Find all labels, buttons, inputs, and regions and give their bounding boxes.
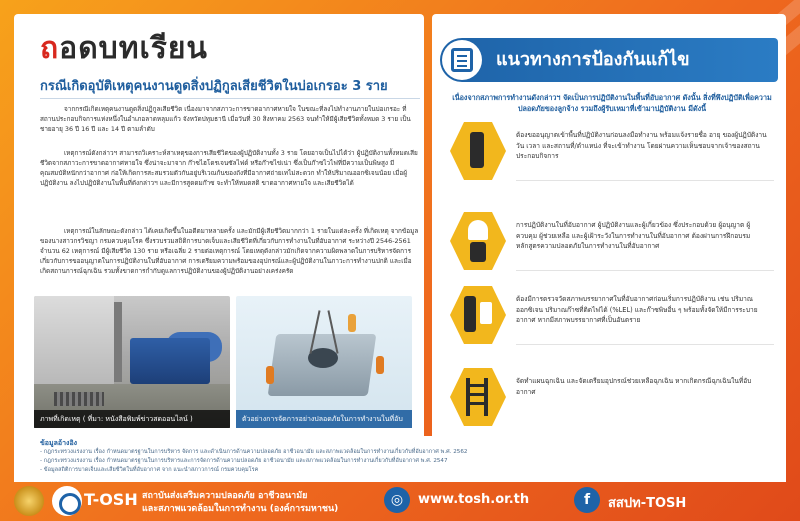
rule-divider — [516, 180, 774, 181]
hardhat-worker-icon — [450, 212, 506, 270]
photo-caption-2: ตัวอย่างการจัดการอย่างปลอดภัยในการทำงานในที่อับ — [236, 410, 412, 428]
org-name-line2: และสภาพแวดล้อมในการทำงาน (องค์การมหาชน) — [142, 504, 339, 514]
photo-truck — [130, 338, 210, 384]
reference-item: - กฎกระทรวงแรงงาน เรื่อง กำหนดมาตรฐานในการบริหารและการจัดการด้านความปลอดภัย อาชีวอนามัย และสภาพแวดล้อมในการทำงานเกี่ยวกับที่อับอากาศ พ.ศ. 2547 — [40, 458, 448, 464]
photo-wall — [34, 296, 114, 386]
checklist-icon — [442, 40, 482, 80]
accident-scene-photo — [34, 296, 230, 428]
prevention-rule — [440, 212, 778, 270]
illustration-manhole — [308, 348, 338, 368]
illustration-worker — [348, 314, 356, 332]
rule-text: ต้องมีการตรวจวัดสภาพบรรยากาศในที่อับอากาศก่อนเริ่มการปฏิบัติงาน เช่น ปริมาณออกซิเจน ปริมาณก๊าซที่ติดไฟได้ (%LEL) และก๊าซพิษอื่น ๆ พร้อมทั้งจัดให้มีการระบายอากาศ หากมีสภาพบรรยากาศที่เป็นอันตราย — [516, 295, 758, 324]
rule-divider — [516, 344, 774, 345]
references-title: ข้อมูลอ้างอิง — [40, 439, 78, 447]
prevention-title: แนวทางการป้องกันแก้ไข — [496, 49, 690, 70]
photo-pipe — [114, 302, 122, 382]
facebook-link[interactable]: สสปท-TOSH — [608, 496, 687, 511]
prevention-rule — [440, 286, 778, 344]
worker-entry-icon — [450, 122, 506, 180]
rule-divider — [516, 270, 774, 271]
paragraph-2: เหตุการณ์ดังกล่าวฯ สามารถวิเคราะห์สาเหตุของการเสียชีวิตของผู้ปฏิบัติงานทั้ง 3 ราย โดยอาจเป็นไปได้ว่า ผู้ปฏิบัติงานทั้งหมดเสียชีวิตจากสภาวะการขาดอากาศหายใจ ซึ่งน่าจะมาจาก ก๊าซไฮโดรเจนซัลไฟด์ หรือก๊าซไข่เน่า ซึ่งเป็นก๊าซไวไฟที่มีความเป็นพิษสูง มีคุณสมบัติหนักกว่าอากาศ ก่อให้เกิดการสะสมรวมตัวกันอยู่บริเวณก้นของถังที่มีอากาศถ่ายเทไม่สะดวก ทำให้ปริมาณออกซิเจนน้อย เมื่อผู้ปฏิบัติงาน ลงไปปฏิบัติงานในพื้นที่ดังกล่าวฯ และมีการสูดดมก๊าซ จะทำให้หมดสติ ขาดอากาศหายใจ และเสียชีวิตได้ — [40, 149, 418, 187]
rule-text: จัดทำแผนฉุกเฉิน และจัดเตรียมอุปกรณ์ช่วยเหลือฉุกเฉิน หากเกิดกรณีฉุกเฉินในที่อับอากาศ — [516, 377, 752, 396]
prevention-panel — [432, 14, 786, 452]
brand-rest: อดบทเรียน — [59, 31, 208, 66]
headline-divider — [40, 98, 420, 99]
prevention-intro: เนื่องจากสภาพการทำงานดังกล่าวฯ จัดเป็นการปฏิบัติงานในพื้นที่อับอากาศ ดังนั้น สิ่งที่พึงปฏิบัติเพื่อความปลอดภัยของลูกจ้าง รวมถึงผู้รับเหมาที่เข้ามาปฏิบัติงาน มีดังนี้ — [452, 93, 772, 113]
footer — [0, 482, 800, 521]
headline: กรณีเกิดอุบัติเหตุคนงานดูดสิ่งปฏิกูลเสียชีวิตในบ่อเกรอะ 3 ราย — [40, 79, 388, 94]
prevention-header — [440, 38, 778, 82]
reference-item: - กฎกระทรวงแรงงาน เรื่อง กำหนดมาตรฐานในการบริหาร จัดการ และดำเนินการด้านความปลอดภัย อาชีวอนามัย และสภาพแวดล้อมในการทำงานเกี่ยวกับที่อับอากาศ พ.ศ. 2562 — [40, 449, 468, 455]
facebook-icon: f — [574, 487, 600, 513]
photo-caption-1: ภาพที่เกิดเหตุ ( ที่มา: หนังสือพิมพ์ข่าวสดออนไลน์ ) — [34, 410, 230, 428]
paragraph-3: เหตุการณ์ในลักษณะดังกล่าว ได้เคยเกิดขึ้นในอดีตมาหลายครั้ง และมักมีผู้เสียชีวิตมากกว่า 1 รายในแต่ละครั้ง ที่เกิดเหตุ จากข้อมูลของนางสาวกรวิชญา กรมควบคุมโรค ซึ่งรวบรวมสถิติการบาดเจ็บและเสียชีวิตที่เกี่ยวกับการทำงานในที่อับอากาศ ระหว่างปี 2546-2561 จำนวน 62 เหตุการณ์ มีผู้เสียชีวิต 130 ราย หรือเฉลี่ย 2 รายต่อเหตุการณ์ โดยเหตุดังกล่าวมักเกิดจากความผิดพลาดในการบริหารจัดการเกี่ยวกับการขออนุญาตในการปฏิบัติงานในที่อับอากาศ การเตรียมความพร้อมของอุปกรณ์และผู้ปฏิบัติงานในภาวะการทำงานปกติ และเมื่อเกิดสถานการณ์ฉุกเฉิน รวมทั้งขาดการกำกับดูแลการปฏิบัติงานของผู้ปฏิบัติงานอย่างเคร่งครัด — [40, 227, 419, 275]
rule-text: การปฏิบัติงานในที่อับอากาศ ผู้ปฏิบัติงานและผู้เกี่ยวข้อง ซึ่งประกอบด้วย ผู้อนุญาต ผู้ควบคุม ผู้ช่วยเหลือ และผู้เฝ้าระวังในการทำงานในที่อับอากาศ ต้องผ่านการฝึกอบรมหลักสูตรความปลอดภัยในการทำงานในที่อับอากาศ — [516, 221, 751, 250]
ministry-seal-icon — [14, 486, 44, 516]
brand-first-letter: ถ — [40, 31, 60, 66]
illustration-worker — [376, 356, 384, 374]
paragraph-1: จากกรณีเกิดเหตุคนงานดูดสิ่งปฏิกูลเสียชีวิต เนื่องมาจากสภาวะการขาดอากาศหายใจ ในขณะที่ลงไปทำงานภายในบ่อเกรอะ ที่สถานประกอบกิจการแห่งหนึ่งในอำเภอลาดหลุมแก้ว จังหวัดปทุมธานี เมื่อวันที่ 30 สิงหาคม 2563 จนทำให้มีผู้เสียชีวิตทั้งหมด 3 ราย เป็นชายอายุ 36 ปี 16 ปี และ 14 ปี ตามลำดับ — [40, 105, 411, 133]
brand-title — [40, 32, 208, 66]
tosh-brand: T-OSH — [84, 490, 138, 509]
rule-text: ต้องขออนุญาตเข้าพื้นที่ปฏิบัติงานก่อนลงมือทำงาน พร้อมแจ้งรายชื่อ อายุ ของผู้ปฏิบัติงาน วัน เวลา และสถานที่/ตำแหน่ง ที่จะเข้าทำงาน โดยผ่านความเห็นชอบจากเจ้าของสถานประกอบกิจการ — [516, 131, 767, 160]
prevention-rule — [440, 122, 778, 180]
org-name-line1: สถาบันส่งเสริมความปลอดภัย อาชีวอนามัย — [142, 491, 308, 501]
rescue-ladder-icon — [450, 368, 506, 426]
prevention-rule — [440, 368, 778, 426]
website-link[interactable]: www.tosh.or.th — [418, 492, 530, 507]
safety-illustration — [236, 296, 412, 428]
photo-grate — [54, 392, 104, 406]
tosh-logo-icon — [52, 486, 82, 516]
illustration-worker — [266, 366, 274, 384]
website-icon: ◎ — [384, 487, 410, 513]
reference-item: - ข้อมูลสถิติการบาดเจ็บและเสียชีวิตในที่อับอากาศ จาก แนะนำสภาวการณ์ กรมควบคุมโรค — [40, 467, 259, 473]
gas-detector-icon — [450, 286, 506, 344]
references — [14, 436, 786, 482]
